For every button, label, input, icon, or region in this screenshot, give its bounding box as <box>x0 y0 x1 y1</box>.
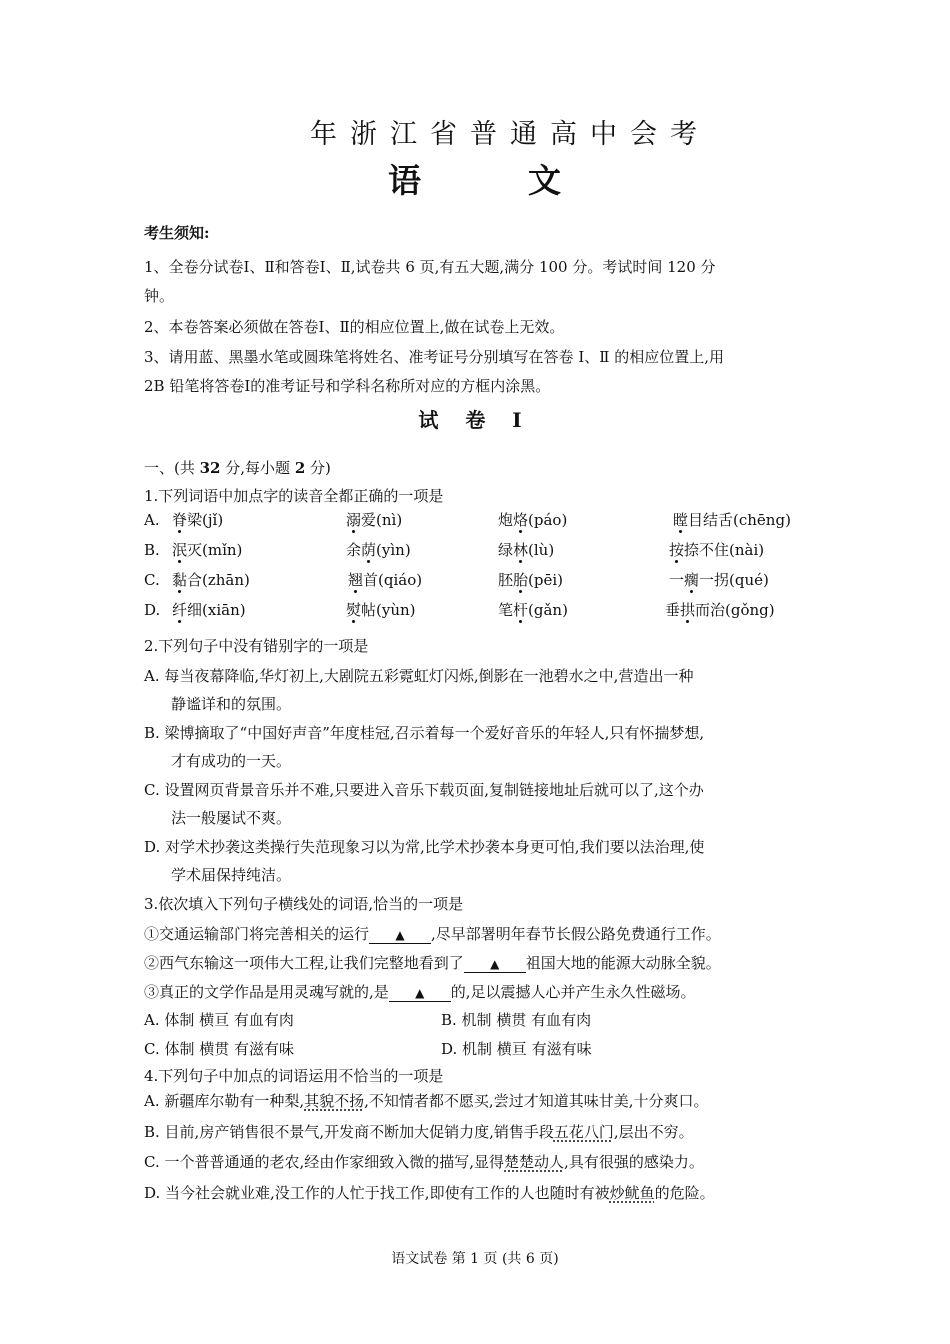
q4-dotted-word-c: 楚楚动人 <box>504 1153 565 1171</box>
subject-char-1: 语 <box>388 161 421 200</box>
exam-page: 年浙江省普通高中会考 语 文 考生须知: 1、全卷分试卷Ⅰ、Ⅱ和答卷Ⅰ、Ⅱ,试卷共 6 页,有五大题,满分 100 分。考试时间 120 分 钟。 2、本卷答案必须做在答卷Ⅰ、Ⅱ的相应位置上,做在试卷上无效。 3、请用蓝、黑墨水笔或圆珠笔将姓名、准考证号分别填写在答卷 Ⅰ、Ⅱ 的相应位置上,用 2B 铅笔将答卷Ⅰ的准考证号和学科名称所对应的方框内涂黑。 试 卷 Ⅰ 一、(共 32 分,每小题 2 分) 1.下列词语中加点字的读音全都正确的一项是 A. 脊梁(jǐ) 溺爱(nì) 炮烙(páo) 瞠目结舌(chēng) B. 泯灭(mǐn) 余荫(yìn) 绿林(lù) 按捺不住(nài) C. 黏合(zhān) 翘首(qiáo) 胚胎(pēi) 一瘸一拐(qué) D. 纤细(xiān) 熨帖(yùn) 笔杆(gǎn) 垂拱而治(gǒng) 2.下列句子中没有错别字的一项是 A. 每当夜幕降临,华灯初上,大剧院五彩霓虹灯闪烁,倒影在一池碧水之中,营造出一种 静谧详和的氛围。 B. 梁博摘取了“中国好声音”年度桂冠,召示着每一个爱好音乐的年轻人,只有怀揣梦想, 才有成功的一天。 C. 设置网页背景音乐并不难,只要进入音乐下载页面,复制链接地址后就可以了,这个办 法一般屡试不爽。 D. 对学术抄袭这类操行失范现象习以为常,比学术抄袭本身更可怕,我们要以法治理,使 学术届保持纯洁。 3.依次填入下列句子横线处的词语,恰当的一项是 ①交通运输部门将完善相关的运行 ▲ ,尽早部署明年春节长假公路免费通行工作。 ②西气东输这一项伟大工程,让我们完整地看到了 ▲ 祖国大地的能源大动脉全貌。 ③真正的文学作品是用灵魂写就的,是 ▲ 的,足以震撼人心并产生永久性磁场。 A. 体制 横亘 有血有肉 B. 机制 横贯 有血有肉 C. 体制 横贯 有滋有味 D. 机制 横亘 有滋有味 4.下列句子中加点的词语运用不恰当的一项是 A. 新疆库尔勒有一种梨,其貌不扬,不知情者都不愿买,尝过才知道其味甘美,十分爽口。 B. 目前,房产销售很不景气,开发商不断加大促销力度,销售手段五花八门,层出不穷。 C. 一个普普通通的老农,经由作家细致入微的描写,显得楚楚动人,具有很强的感染力。 D. 当今社会就业难,没工作的人忙于找工作,即使有工作的人也随时有被炒鱿鱼的危险。 语文试卷 第 1 页 (共 6 页) <box>0 0 950 1344</box>
q2-option-d-cont: 学术届保持纯洁。 <box>171 866 292 884</box>
page-footer: 语文试卷 第 1 页 (共 6 页) <box>391 1251 559 1267</box>
q3-stem: 3.依次填入下列句子横线处的词语,恰当的一项是 <box>144 895 464 913</box>
q3-option-c: C. 体制 横贯 有滋有味 <box>144 1040 295 1058</box>
q2-stem: 2.下列句子中没有错别字的一项是 <box>144 637 369 655</box>
q3-blank-3: ▲ <box>389 985 451 1002</box>
q3-option-b: B. 机制 横贯 有血有肉 <box>441 1011 592 1029</box>
q4-option-b: B. 目前,房产销售很不景气,开发商不断加大促销力度,销售手段五花八门,层出不穷。 <box>144 1123 694 1141</box>
q2-option-b: B. 梁博摘取了“中国好声音”年度桂冠,召示着每一个爱好音乐的年轻人,只有怀揣梦想, <box>144 724 705 742</box>
q2-option-d: D. 对学术抄袭这类操行失范现象习以为常,比学术抄袭本身更可怕,我们要以法治理,使 <box>144 838 705 856</box>
exam-title: 年浙江省普通高中会考 <box>310 119 710 150</box>
q4-option-c: C. 一个普普通通的老农,经由作家细致入微的描写,显得楚楚动人,具有很强的感染力。 <box>144 1153 704 1171</box>
notice-item-1-cont: 钟。 <box>144 287 175 305</box>
section-title: 试 卷 Ⅰ <box>418 408 532 432</box>
q4-stem: 4.下列句子中加点的词语运用不恰当的一项是 <box>144 1067 444 1085</box>
q4-option-a: A. 新疆库尔勒有一种梨,其貌不扬,不知情者都不愿买,尝过才知道其味甘美,十分爽口。 <box>144 1092 709 1110</box>
q4-dotted-word-a: 其貌不扬 <box>304 1092 365 1110</box>
q3-option-d: D. 机制 横亘 有滋有味 <box>441 1040 592 1058</box>
notice-item-2: 2、本卷答案必须做在答卷Ⅰ、Ⅱ的相应位置上,做在试卷上无效。 <box>144 318 565 336</box>
q2-option-b-cont: 才有成功的一天。 <box>171 752 292 770</box>
notice-heading: 考生须知: <box>144 224 210 242</box>
q2-option-c: C. 设置网页背景音乐并不难,只要进入音乐下载页面,复制链接地址后就可以了,这个办 <box>144 781 704 799</box>
q3-blank-1: ▲ <box>369 927 431 944</box>
q3-option-a: A. 体制 横亘 有血有肉 <box>144 1011 294 1029</box>
notice-item-3: 3、请用蓝、黑墨水笔或圆珠笔将姓名、准考证号分别填写在答卷 Ⅰ、Ⅱ 的相应位置上,用 <box>144 348 724 366</box>
notice-item-1: 1、全卷分试卷Ⅰ、Ⅱ和答卷Ⅰ、Ⅱ,试卷共 6 页,有五大题,满分 100 分。考试时间 120 分 <box>144 258 716 276</box>
q3-sentence-3: ③真正的文学作品是用灵魂写就的,是 ▲ 的,足以震撼人心并产生永久性磁场。 <box>144 983 696 1001</box>
q4-option-d: D. 当今社会就业难,没工作的人忙于找工作,即使有工作的人也随时有被炒鱿鱼的危险。 <box>144 1184 715 1202</box>
q2-option-a: A. 每当夜幕降临,华灯初上,大剧院五彩霓虹灯闪烁,倒影在一池碧水之中,营造出一种 <box>144 667 694 685</box>
notice-item-3-cont: 2B 铅笔将答卷Ⅰ的准考证号和学科名称所对应的方框内涂黑。 <box>144 377 551 395</box>
subject-char-2: 文 <box>528 161 561 200</box>
q4-dotted-word-d: 炒鱿鱼 <box>609 1184 655 1202</box>
q3-sentence-2: ②西气东输这一项伟大工程,让我们完整地看到了 ▲ 祖国大地的能源大动脉全貌。 <box>144 954 721 972</box>
q2-option-a-cont: 静谧详和的氛围。 <box>171 695 292 713</box>
q4-dotted-word-b: 五花八门 <box>553 1123 614 1141</box>
q3-sentence-1: ①交通运输部门将完善相关的运行 ▲ ,尽早部署明年春节长假公路免费通行工作。 <box>144 925 721 943</box>
q3-blank-2: ▲ <box>464 956 526 973</box>
q1-stem: 1.下列词语中加点字的读音全都正确的一项是 <box>144 487 444 505</box>
part1-heading: 一、(共 32 分,每小题 2 分) <box>144 459 331 477</box>
q2-option-c-cont: 法一般屡试不爽。 <box>171 809 292 827</box>
